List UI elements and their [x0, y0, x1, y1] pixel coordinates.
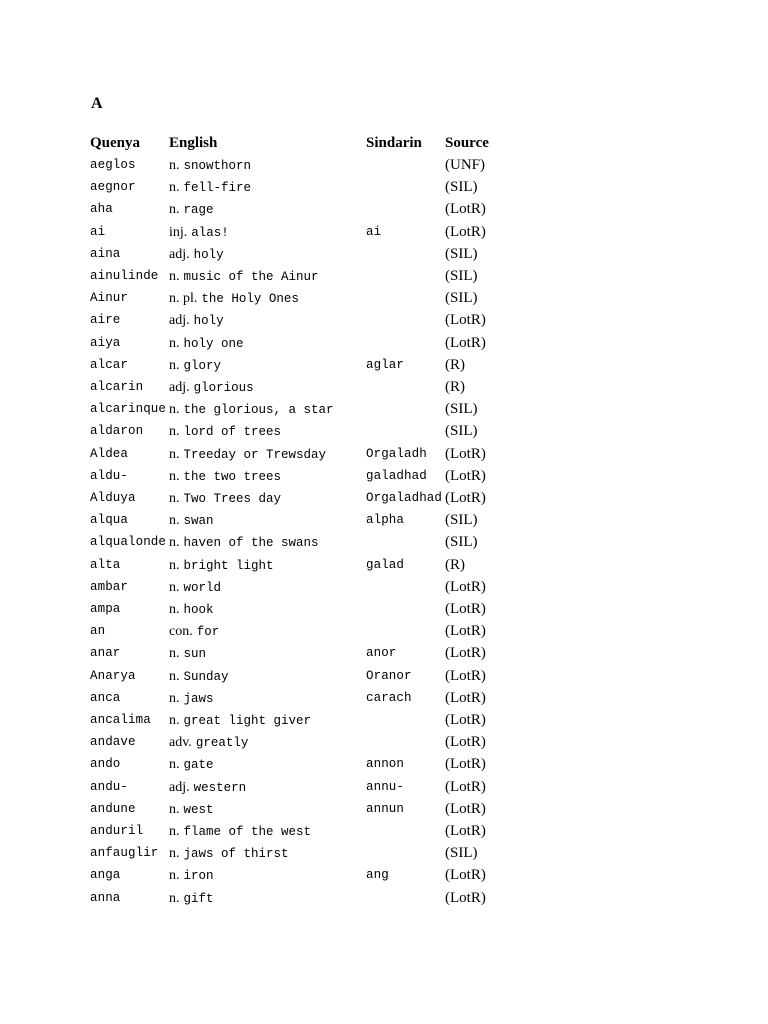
source-ref: (LotR): [445, 601, 486, 617]
quenya-word: alcarinque: [90, 402, 167, 417]
english-definition: [169, 531, 319, 554]
sindarin-word: annun: [366, 801, 405, 816]
source-ref: (SIL): [445, 845, 478, 862]
english-definition: [169, 842, 289, 865]
source-ref: (SIL): [445, 245, 478, 262]
english-definition: [169, 465, 281, 488]
english-definition: [169, 265, 319, 288]
quenya-word: anga: [90, 868, 121, 883]
english-gloss: holy one: [183, 336, 244, 351]
part-of-speech: n.: [169, 446, 180, 462]
sindarin-word: galad: [366, 557, 405, 572]
part-of-speech: n.: [169, 335, 180, 351]
table-row: [0, 354, 768, 376]
english-definition: [169, 620, 219, 643]
source-ref: (SIL): [445, 179, 478, 196]
part-of-speech: n.: [169, 890, 180, 906]
english-gloss: for: [196, 625, 220, 640]
part-of-speech: n.: [169, 757, 180, 773]
english-gloss: glorious: [193, 381, 254, 395]
english-gloss: western: [193, 780, 247, 795]
english-gloss: world: [183, 580, 222, 595]
source-ref: (LotR): [445, 889, 486, 906]
source-ref: (SIL): [445, 268, 478, 284]
quenya-word: ando: [90, 757, 121, 772]
table-row: [0, 753, 768, 775]
table-row: [0, 265, 768, 287]
english-definition: [169, 598, 214, 621]
sindarin-word: ai: [366, 224, 382, 239]
quenya-word: aiya: [90, 335, 121, 350]
english-definition: [169, 887, 214, 910]
source-ref: (SIL): [445, 512, 478, 529]
part-of-speech: n.: [169, 535, 180, 551]
part-of-speech: n.: [169, 357, 180, 373]
part-of-speech: n.: [169, 402, 180, 418]
table-row: [0, 398, 768, 420]
english-definition: [169, 354, 221, 377]
english-gloss: alas!: [191, 225, 229, 240]
source-ref: (SIL): [445, 423, 478, 440]
source-ref: (LotR): [445, 867, 486, 884]
sindarin-word: anor: [366, 646, 397, 661]
quenya-word: ainulinde: [90, 269, 159, 283]
header-source: Source: [445, 135, 489, 151]
english-gloss: great light giver: [183, 714, 312, 728]
source-ref: (LotR): [445, 712, 486, 728]
source-ref: (LotR): [445, 623, 486, 640]
source-ref: (SIL): [445, 401, 478, 418]
part-of-speech: n.: [169, 690, 180, 706]
table-row: [0, 443, 768, 465]
english-definition: [169, 420, 281, 443]
table-row: [0, 154, 768, 176]
table-row: [0, 176, 768, 198]
table-row: [0, 665, 768, 687]
table-row: [0, 731, 768, 753]
source-ref: (LotR): [445, 778, 486, 795]
english-definition: [169, 398, 334, 421]
english-gloss: Treeday or Trewsday: [183, 447, 327, 462]
source-ref: (SIL): [445, 290, 478, 307]
english-gloss: bright light: [183, 558, 274, 573]
table-row: [0, 531, 768, 553]
english-gloss: haven of the swans: [183, 536, 319, 551]
part-of-speech: n.: [169, 158, 180, 173]
part-of-speech: n.: [169, 579, 180, 595]
table-row: [0, 864, 768, 886]
source-ref: (LotR): [445, 334, 486, 351]
table-row: [0, 420, 768, 442]
table-row: [0, 465, 768, 487]
part-of-speech: adj.: [169, 779, 190, 795]
english-definition: [169, 776, 246, 799]
table-row: [0, 642, 768, 664]
quenya-word: anca: [90, 690, 121, 705]
sindarin-word: carach: [366, 690, 412, 705]
part-of-speech: n.: [169, 202, 180, 218]
quenya-word: aha: [90, 202, 113, 217]
english-definition: [169, 687, 214, 710]
english-gloss: swan: [183, 514, 214, 529]
part-of-speech: n.: [169, 269, 180, 284]
quenya-word: aldu-: [90, 468, 129, 483]
english-gloss: glory: [183, 358, 222, 373]
part-of-speech: n.: [169, 713, 180, 728]
part-of-speech: con.: [169, 624, 193, 640]
quenya-word: aina: [90, 246, 121, 261]
quenya-word: andu-: [90, 779, 129, 794]
header-quenya: Quenya: [90, 135, 141, 151]
quenya-word: Alduya: [90, 491, 136, 505]
source-ref: (LotR): [445, 578, 486, 595]
english-definition: [169, 221, 229, 244]
sindarin-word: alpha: [366, 513, 405, 528]
table-row: [0, 221, 768, 243]
source-ref: (LotR): [445, 467, 486, 484]
english-gloss: west: [183, 802, 214, 817]
english-gloss: Sunday: [183, 669, 229, 684]
source-ref: (LotR): [445, 800, 486, 817]
quenya-word: anduril: [90, 824, 144, 838]
english-definition: [169, 243, 224, 266]
table-row: [0, 309, 768, 331]
sindarin-word: aglar: [366, 357, 405, 372]
english-gloss: the Holy Ones: [201, 292, 299, 307]
quenya-word: aeglos: [90, 158, 136, 172]
english-definition: [169, 287, 299, 310]
quenya-word: anfauglir: [90, 846, 159, 861]
english-gloss: Two Trees day: [183, 492, 282, 506]
table-row: [0, 687, 768, 709]
english-definition: [169, 665, 229, 688]
sindarin-word: Orgaladh: [366, 446, 427, 461]
table-row: [0, 198, 768, 220]
english-definition: [169, 443, 326, 466]
sindarin-word: Orgaladhad: [366, 491, 443, 505]
source-ref: (LotR): [445, 667, 486, 684]
english-definition: [169, 198, 214, 221]
table-row: [0, 798, 768, 820]
table-row: [0, 709, 768, 731]
quenya-word: Aldea: [90, 446, 129, 461]
english-gloss: fell-fire: [183, 181, 252, 196]
table-row: [0, 620, 768, 642]
english-gloss: music of the Ainur: [183, 270, 319, 284]
table-row: [0, 598, 768, 620]
quenya-word: Anarya: [90, 668, 136, 683]
quenya-word: andune: [90, 801, 136, 816]
quenya-word: an: [90, 624, 106, 639]
english-gloss: rage: [183, 203, 214, 218]
quenya-word: Ainur: [90, 291, 129, 306]
part-of-speech: n.: [169, 868, 180, 884]
source-ref: (LotR): [445, 490, 486, 506]
part-of-speech: n.: [169, 846, 180, 862]
table-row: [0, 332, 768, 354]
english-definition: [169, 487, 281, 510]
quenya-word: ancalima: [90, 713, 151, 727]
source-ref: (LotR): [445, 201, 486, 218]
quenya-word: alqua: [90, 513, 129, 528]
english-definition: [169, 753, 214, 776]
english-definition: [169, 576, 221, 599]
sindarin-word: galadhad: [366, 468, 427, 483]
part-of-speech: n.: [169, 801, 180, 817]
source-ref: (LotR): [445, 445, 486, 462]
english-gloss: jaws: [183, 691, 214, 706]
quenya-word: ai: [90, 224, 106, 239]
quenya-word: alta: [90, 557, 121, 572]
part-of-speech: n.: [169, 513, 180, 529]
english-gloss: holy: [193, 314, 224, 329]
quenya-word: alcar: [90, 357, 129, 372]
english-definition: [169, 709, 311, 732]
table-row: [0, 842, 768, 864]
quenya-word: aldaron: [90, 424, 144, 439]
quenya-word: alcarin: [90, 380, 144, 394]
table-row: [0, 776, 768, 798]
english-gloss: holy: [193, 247, 224, 262]
table-row: [0, 554, 768, 576]
english-definition: [169, 820, 311, 843]
table-row: [0, 820, 768, 842]
english-gloss: iron: [183, 869, 214, 884]
quenya-word: ambar: [90, 579, 129, 594]
part-of-speech: adj.: [169, 380, 190, 395]
source-ref: (LotR): [445, 223, 486, 240]
english-gloss: hook: [183, 603, 214, 617]
sindarin-word: annu-: [366, 779, 405, 794]
english-definition: [169, 864, 214, 887]
table-row: [0, 243, 768, 265]
english-gloss: greatly: [195, 736, 249, 751]
english-definition: [169, 509, 214, 532]
source-ref: (SIL): [445, 534, 478, 551]
part-of-speech: n.: [169, 824, 180, 839]
table-row: [0, 376, 768, 398]
source-ref: (UNF): [445, 157, 485, 173]
part-of-speech: inj.: [169, 224, 188, 240]
source-ref: (LotR): [445, 312, 486, 329]
sindarin-word: ang: [366, 868, 389, 883]
part-of-speech: n.: [169, 557, 180, 573]
english-definition: [169, 309, 224, 332]
english-gloss: flame of the west: [183, 825, 312, 839]
part-of-speech: adj.: [169, 313, 190, 329]
english-gloss: snowthorn: [183, 159, 252, 173]
sindarin-word: annon: [366, 757, 405, 772]
part-of-speech: adj.: [169, 246, 190, 262]
source-ref: (LotR): [445, 823, 486, 839]
english-definition: [169, 798, 214, 821]
english-gloss: the two trees: [183, 469, 282, 484]
table-row: [0, 287, 768, 309]
quenya-word: ampa: [90, 602, 121, 616]
english-definition: [169, 154, 251, 177]
source-ref: (LotR): [445, 756, 486, 773]
quenya-word: alqualonde: [90, 535, 167, 550]
source-ref: (LotR): [445, 689, 486, 706]
table-row: [0, 887, 768, 909]
table-row: [0, 509, 768, 531]
header-sindarin: Sindarin: [366, 135, 422, 151]
english-definition: [169, 376, 254, 399]
source-ref: (R): [445, 556, 465, 573]
english-gloss: jaws of thirst: [183, 847, 289, 862]
sindarin-word: Oranor: [366, 668, 412, 683]
part-of-speech: n.: [169, 491, 180, 506]
english-gloss: sun: [183, 647, 207, 662]
english-definition: [169, 731, 248, 754]
table-row: [0, 487, 768, 509]
english-definition: [169, 554, 274, 577]
part-of-speech: n.: [169, 668, 180, 684]
header-english: English: [169, 135, 218, 151]
english-gloss: gate: [183, 758, 214, 773]
section-letter: A: [91, 95, 103, 112]
quenya-word: anar: [90, 646, 121, 661]
english-definition: [169, 642, 206, 665]
english-definition: [169, 332, 244, 355]
english-gloss: gift: [183, 891, 214, 906]
table-header: [0, 132, 768, 154]
part-of-speech: n. pl.: [169, 291, 198, 307]
quenya-word: andave: [90, 735, 136, 750]
part-of-speech: n.: [169, 180, 180, 196]
quenya-word: aire: [90, 313, 121, 328]
source-ref: (R): [445, 379, 465, 395]
part-of-speech: n.: [169, 468, 180, 484]
part-of-speech: n.: [169, 602, 180, 617]
part-of-speech: n.: [169, 646, 180, 662]
source-ref: (R): [445, 356, 465, 373]
quenya-word: anna: [90, 890, 121, 905]
part-of-speech: n.: [169, 424, 180, 440]
english-definition: [169, 176, 251, 199]
part-of-speech: adv.: [169, 735, 192, 751]
source-ref: (LotR): [445, 645, 486, 662]
english-gloss: lord of trees: [183, 425, 282, 440]
source-ref: (LotR): [445, 734, 486, 751]
quenya-word: aegnor: [90, 180, 136, 195]
english-gloss: the glorious, a star: [183, 403, 334, 418]
table-row: [0, 576, 768, 598]
